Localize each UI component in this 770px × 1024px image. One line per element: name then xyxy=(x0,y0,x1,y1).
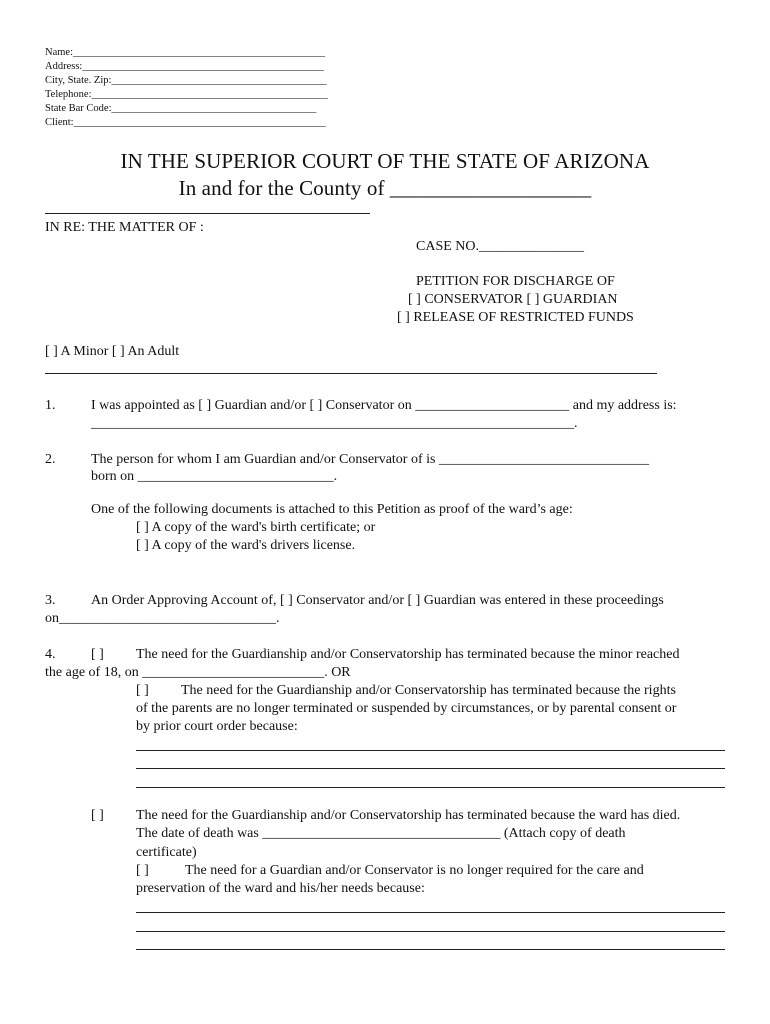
item-2-text[interactable]: The person for whom I am Guardian and/or Conservator of is ______________________________ xyxy=(91,452,649,467)
caption-divider xyxy=(45,213,370,214)
item-4c-text: The need for the Guardianship and/or Conservatorship has terminated because the ward has died. xyxy=(136,808,681,823)
item-4d-checkbox[interactable]: [ ] xyxy=(136,863,149,878)
item-4d-text: The need for a Guardian and/or Conservator is no longer required for the care and xyxy=(185,863,644,878)
item-4-number: 4. xyxy=(45,647,56,662)
minor-adult-checkboxes[interactable]: [ ] A Minor [ ] An Adult xyxy=(45,344,180,359)
item-4c-checkbox[interactable]: [ ] xyxy=(91,808,104,823)
item-4b-checkbox[interactable]: [ ] xyxy=(136,683,149,698)
item-2-birth-certificate-checkbox[interactable]: [ ] A copy of the ward's birth certificate; or xyxy=(136,520,376,535)
item-4b-reason-line[interactable] xyxy=(136,787,725,788)
item-4b-reason-line[interactable] xyxy=(136,750,725,751)
item-4d-reason-line[interactable] xyxy=(136,912,725,913)
attorney-telephone-field[interactable]: Telephone:_____________________________________________ xyxy=(45,89,328,100)
item-1-number: 1. xyxy=(45,398,56,413)
item-2-drivers-license-checkbox[interactable]: [ ] A copy of the ward's drivers license. xyxy=(136,538,356,553)
county-line[interactable]: In and for the County of ___________________ xyxy=(178,176,592,200)
item-4a-checkbox[interactable]: [ ] xyxy=(91,647,104,662)
in-re-label: IN RE: THE MATTER OF : xyxy=(45,220,204,235)
attorney-city-field[interactable]: City, State. Zip:_________________________________________ xyxy=(45,75,327,86)
caption-bottom-divider xyxy=(45,373,657,374)
item-4c-text-line3: certificate) xyxy=(136,845,197,860)
item-4b-reason-line[interactable] xyxy=(136,768,725,769)
item-4d-reason-line[interactable] xyxy=(136,949,725,950)
item-3-text[interactable]: An Order Approving Account of, [ ] Conservator and/or [ ] Guardian was entered in these proceedings xyxy=(91,593,664,608)
item-2-number: 2. xyxy=(45,452,56,467)
item-3-date-field[interactable]: on_______________________________. xyxy=(45,611,280,626)
court-title: IN THE SUPERIOR COURT OF THE STATE OF ARIZONA xyxy=(120,149,650,173)
petition-title-line1: PETITION FOR DISCHARGE OF xyxy=(416,274,615,289)
attorney-name-field[interactable]: Name:________________________________________________ xyxy=(45,47,325,58)
item-4c-death-date-field[interactable]: The date of death was __________________________________ (Attach copy of death xyxy=(136,826,626,841)
case-number-field[interactable]: CASE NO._______________ xyxy=(416,239,585,254)
attorney-client-field[interactable]: Client:________________________________________________ xyxy=(45,117,326,128)
item-4a-text: The need for the Guardianship and/or Conservatorship has terminated because the minor reached xyxy=(136,647,680,662)
item-2-born-field[interactable]: born on ____________________________. xyxy=(91,469,338,484)
item-4b-text-line3: by prior court order because: xyxy=(136,719,298,734)
item-1-text[interactable]: I was appointed as [ ] Guardian and/or [ ] Conservator on ______________________ and my address is: xyxy=(91,398,677,413)
item-4d-text-line2: preservation of the ward and his/her needs because: xyxy=(136,881,425,896)
item-4b-text: The need for the Guardianship and/or Conservatorship has terminated because the rights xyxy=(181,683,676,698)
attorney-address-field[interactable]: Address:______________________________________________ xyxy=(45,61,324,72)
item-4a-date-field[interactable]: the age of 18, on __________________________. OR xyxy=(45,665,351,680)
item-3-number: 3. xyxy=(45,593,56,608)
item-1-address-field[interactable]: _____________________________________________________________________. xyxy=(91,416,578,431)
petition-title-line2[interactable]: [ ] CONSERVATOR [ ] GUARDIAN xyxy=(408,292,618,307)
attorney-bar-code-field[interactable]: State Bar Code:_______________________________________ xyxy=(45,103,317,114)
petition-title-line3[interactable]: [ ] RELEASE OF RESTRICTED FUNDS xyxy=(397,310,634,325)
item-4d-reason-line[interactable] xyxy=(136,931,725,932)
item-2-documents-text: One of the following documents is attached to this Petition as proof of the ward’s age: xyxy=(91,502,573,517)
item-4b-text-line2: of the parents are no longer terminated or suspended by circumstances, or by parental consent or xyxy=(136,701,677,716)
